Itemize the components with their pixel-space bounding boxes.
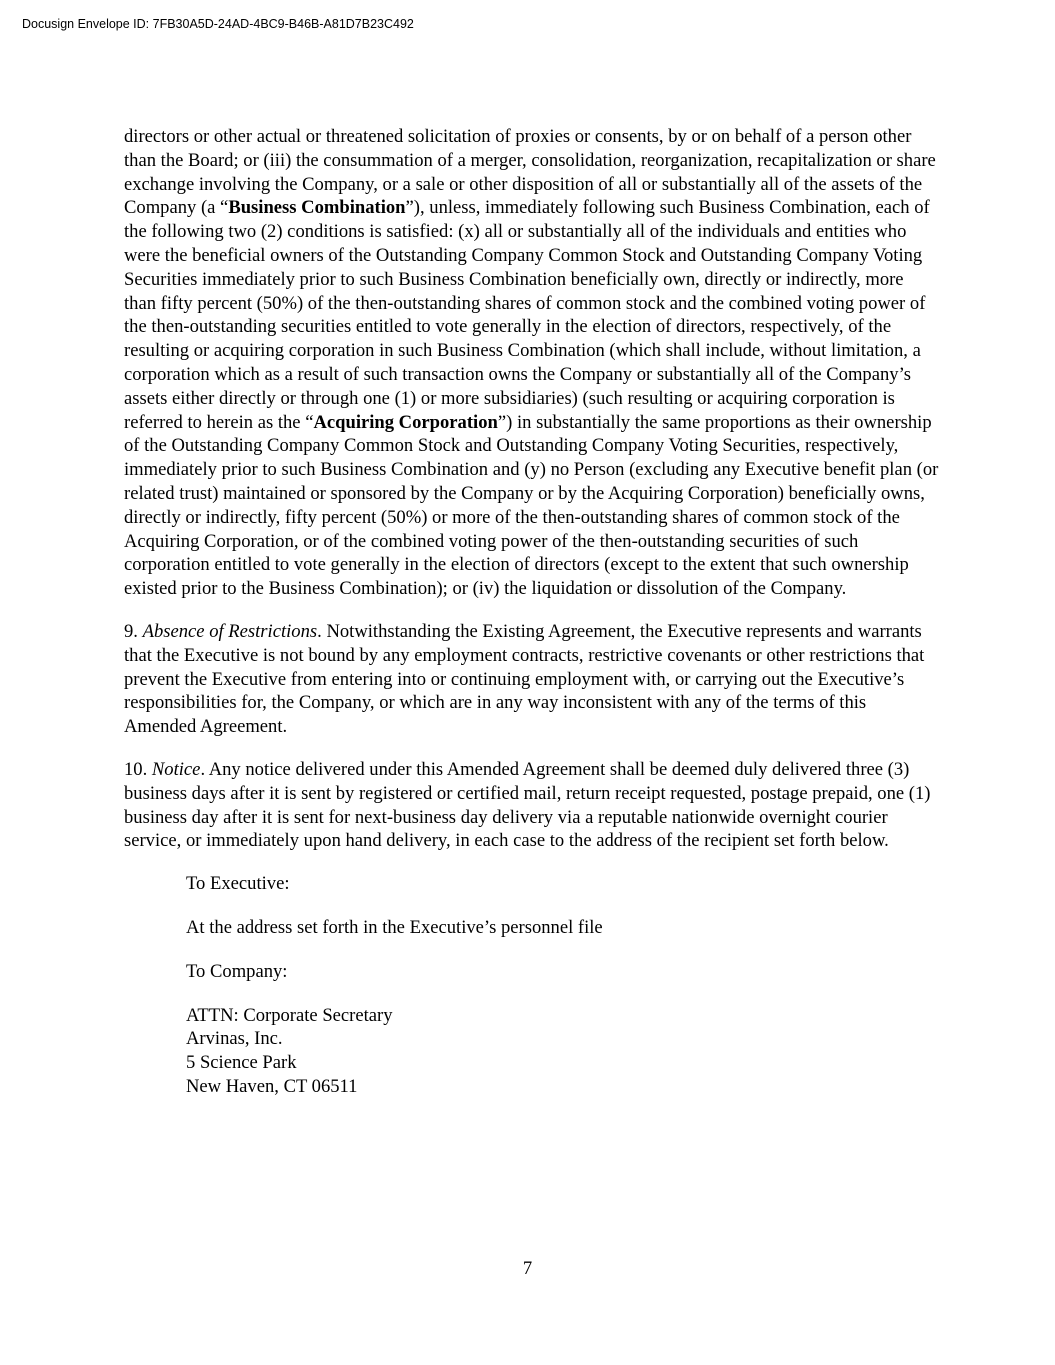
section-text: . Notwithstanding the Existing Agreement, the Executive represents and warrants that the Executive is not bound by any employment contracts, restrictive covenants or other restrictions that prevent the Executive from entering into or continuing employment with, or carrying out the Executive’s responsibilities for, the Company, or which are in any way inconsistent with any of the terms of this Amended Agreement. bbox=[124, 620, 925, 738]
executive-address: At the address set forth in the Executive’s personnel file bbox=[186, 916, 603, 938]
notice-address-block bbox=[186, 872, 939, 1099]
company-address-line: ATTN: Corporate Secretary bbox=[186, 1004, 393, 1026]
section-number: 9. bbox=[124, 620, 143, 642]
page-number: 7 bbox=[522, 1258, 533, 1279]
section-9-absence-of-restrictions bbox=[124, 620, 939, 739]
paragraph-text: directors or other actual or threatened solicitation of proxies or consents, by or on behalf of a person other than the Board; or (iii) the consummation of a merger, consolidation, reorganization, recapitalization or share exchange involving the Company, or a sale or other disposition of all or substantially all of the assets of the Company (a “ bbox=[124, 126, 936, 219]
section-10-notice bbox=[124, 758, 939, 853]
section-heading: Absence of Restrictions bbox=[142, 620, 318, 642]
company-address-line: New Haven, CT 06511 bbox=[186, 1075, 358, 1097]
section-heading: Notice bbox=[151, 758, 201, 780]
company-address-line: Arvinas, Inc. bbox=[186, 1028, 283, 1050]
company-address bbox=[186, 1004, 939, 1099]
to-executive-label: To Executive: bbox=[186, 873, 290, 895]
to-company-label: To Company: bbox=[186, 960, 288, 982]
defined-term-acquiring-corporation: Acquiring Corporation bbox=[313, 411, 498, 433]
paragraph-text: ”) in substantially the same proportions as their ownership of the Outstanding Company Common Stock and Outstanding Company Voting Securities, respectively, immediately prior to such Business Combination and (y) no Person (excluding any Executive benefit plan (or related trust) maintained or sponsored by the Company or by the Acquiring Corporation) beneficially owns, directly or indirectly, fifty percent (50%) or more of the then-outstanding shares of common stock of the Acquiring Corporation, or of the combined voting power of the then-outstanding securities of such corporation entitled to vote generally in the election of directors (except to the extent that such ownership existed prior to the Business Combination); or (iv) the liquidation or dissolution of the Company. bbox=[124, 411, 939, 600]
document-body bbox=[124, 125, 939, 1099]
paragraph-text: ”), unless, immediately following such Business Combination, each of the following two (2) conditions is satisfied: (x) all or substantially all of the individuals and entities who were the beneficial owners of the Outstanding Company Common Stock and Outstanding Company Voting Securities immediately prior to such Business Combination beneficially own, directly or indirectly, more than fifty percent (50%) of the then-outstanding shares of common stock and the combined voting power of the then-outstanding securities entitled to vote generally in the election of directors, respectively, of the resulting or acquiring corporation in such Business Combination (which shall include, without limitation, a corporation which as a result of such transaction owns the Company or substantially all of the Company’s assets either directly or through one (1) or more subsidiaries) (such resulting or acquiring corporation is referred to herein as the “ bbox=[124, 197, 930, 433]
company-address-line: 5 Science Park bbox=[186, 1052, 297, 1074]
defined-term-business-combination: Business Combination bbox=[228, 197, 406, 219]
section-text: . Any notice delivered under this Amended Agreement shall be deemed duly delivered three (3) business days after it is sent by registered or certified mail, return receipt requested, postage prepaid, one (1) business day after it is sent for next-business day delivery via a reputable nationwide overnight courier service, or immediately upon hand delivery, in each case to the address of the recipient set forth below. bbox=[124, 758, 931, 852]
paragraph-change-in-control-continuation bbox=[124, 125, 939, 601]
docusign-envelope-id: Docusign Envelope ID: 7FB30A5D-24AD-4BC9-B46B-A81D7B23C492 bbox=[22, 17, 414, 31]
section-number: 10. bbox=[124, 758, 152, 780]
